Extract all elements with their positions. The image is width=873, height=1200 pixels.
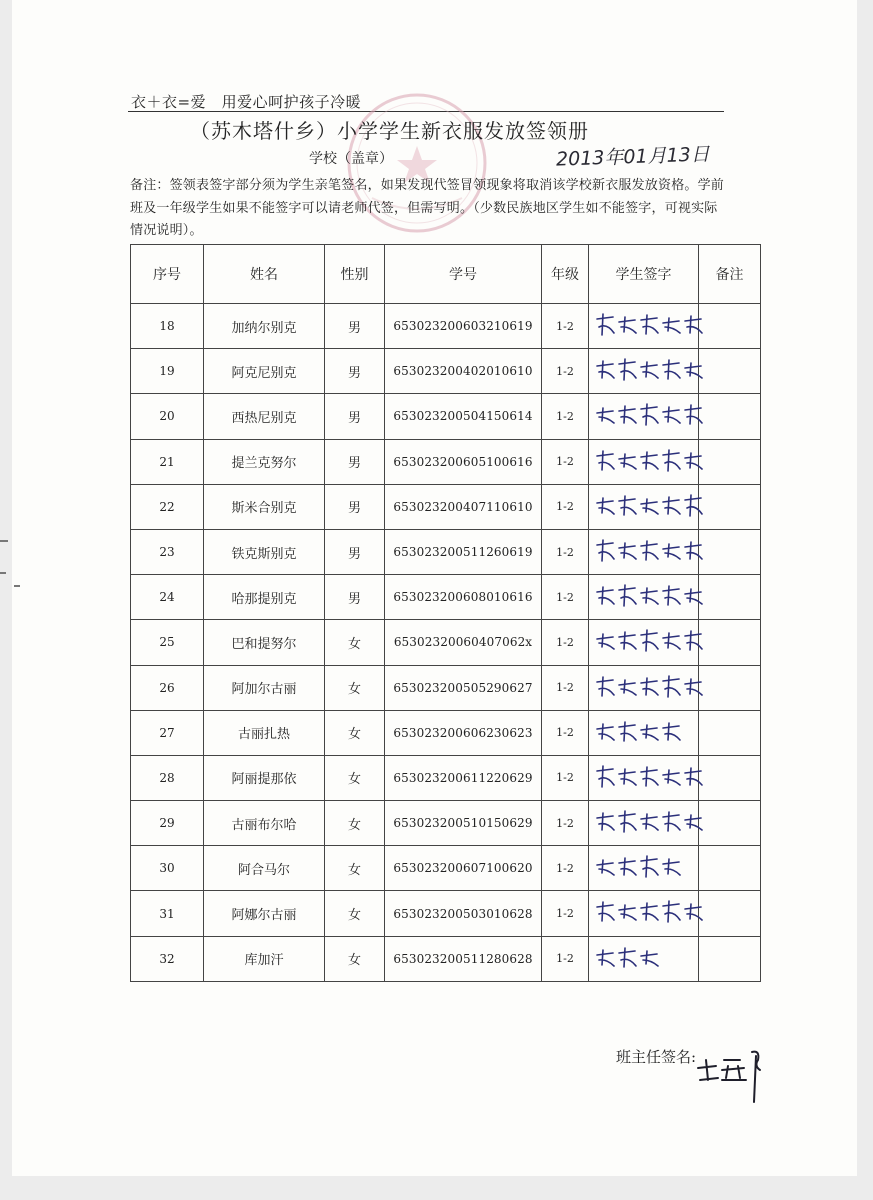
student-gender: 女 (325, 665, 385, 710)
row-number: 20 (131, 394, 204, 439)
student-id: 653023200505290627 (385, 665, 542, 710)
student-grade: 1-2 (542, 304, 589, 349)
student-gender: 男 (325, 304, 385, 349)
student-grade: 1-2 (542, 846, 589, 891)
school-seal-label: 学校（盖章） (309, 151, 393, 167)
student-grade: 1-2 (542, 439, 589, 484)
row-number: 21 (131, 439, 204, 484)
student-handwritten-signature (589, 755, 699, 800)
student-gender: 女 (325, 801, 385, 846)
row-number: 26 (131, 665, 204, 710)
table-header-row (131, 245, 761, 304)
student-name: 阿娜尔古丽 (204, 891, 325, 936)
student-name: 加纳尔别克 (204, 304, 325, 349)
row-number: 25 (131, 620, 204, 665)
student-id: 653023200511260619 (385, 529, 542, 574)
student-handwritten-signature (589, 439, 699, 484)
student-gender: 女 (325, 620, 385, 665)
roster-table (130, 244, 761, 982)
student-name: 古丽布尔哈 (204, 801, 325, 846)
student-id: 65302320060407062x (385, 620, 542, 665)
table-row (131, 755, 761, 800)
row-number: 31 (131, 891, 204, 936)
student-grade: 1-2 (542, 620, 589, 665)
column-header: 学生签字 (589, 245, 699, 304)
student-handwritten-signature (589, 710, 699, 755)
student-grade: 1-2 (542, 394, 589, 439)
student-name: 古丽扎热 (204, 710, 325, 755)
row-number: 18 (131, 304, 204, 349)
student-gender: 女 (325, 755, 385, 800)
column-header: 年级 (542, 245, 589, 304)
student-name: 阿克尼别克 (204, 349, 325, 394)
scan-edge-mark (0, 540, 8, 542)
student-grade: 1-2 (542, 349, 589, 394)
student-name: 提兰克努尔 (204, 439, 325, 484)
instructions-note: 备注：签领表签字部分须为学生亲笔签名，如果发现代签冒领现象将取消该学校新衣服发放资格。学前班及一年级学生如果不能签字可以请老师代签，但需写明。（少数民族地区学生如不能签字，可视实际情况说明）。 (130, 178, 725, 238)
table-row (131, 575, 761, 620)
student-grade: 1-2 (542, 529, 589, 574)
student-handwritten-signature (589, 304, 699, 349)
student-id: 653023200407110610 (385, 484, 542, 529)
student-id: 653023200608010616 (385, 575, 542, 620)
row-number: 32 (131, 936, 204, 981)
student-name: 斯米合别克 (204, 484, 325, 529)
student-id: 653023200510150629 (385, 801, 542, 846)
column-header: 序号 (131, 245, 204, 304)
slogan: 衣＋衣=爱 用爱心呵护孩子冷暖 (131, 93, 362, 111)
student-grade: 1-2 (542, 891, 589, 936)
table-row (131, 936, 761, 981)
student-gender: 男 (325, 484, 385, 529)
table-row (131, 394, 761, 439)
table-row (131, 484, 761, 529)
column-header: 学号 (385, 245, 542, 304)
row-number: 24 (131, 575, 204, 620)
student-handwritten-signature (589, 529, 699, 574)
scan-edge-mark (14, 585, 20, 587)
document-page (12, 0, 857, 1176)
student-gender: 女 (325, 891, 385, 936)
row-number: 28 (131, 755, 204, 800)
student-name: 铁克斯别克 (204, 529, 325, 574)
table-row (131, 349, 761, 394)
student-grade: 1-2 (542, 755, 589, 800)
student-name: 巴和提努尔 (204, 620, 325, 665)
student-name: 阿加尔古丽 (204, 665, 325, 710)
student-handwritten-signature (589, 665, 699, 710)
student-gender: 女 (325, 846, 385, 891)
row-remark (699, 936, 761, 981)
student-handwritten-signature (589, 846, 699, 891)
student-id: 653023200503010628 (385, 891, 542, 936)
student-id: 653023200607100620 (385, 846, 542, 891)
student-gender: 男 (325, 575, 385, 620)
table-row (131, 304, 761, 349)
student-grade: 1-2 (542, 484, 589, 529)
student-id: 653023200402010610 (385, 349, 542, 394)
row-number: 23 (131, 529, 204, 574)
student-handwritten-signature (589, 394, 699, 439)
student-grade: 1-2 (542, 710, 589, 755)
table-row (131, 846, 761, 891)
student-name: 阿丽提那依 (204, 755, 325, 800)
student-id: 653023200603210619 (385, 304, 542, 349)
table-row (131, 710, 761, 755)
student-handwritten-signature (589, 349, 699, 394)
student-id: 653023200605100616 (385, 439, 542, 484)
student-name: 西热尼别克 (204, 394, 325, 439)
student-gender: 男 (325, 349, 385, 394)
column-header: 备注 (699, 245, 761, 304)
table-row (131, 529, 761, 574)
scan-edge-mark (0, 572, 6, 574)
table-row (131, 665, 761, 710)
student-id: 653023200511280628 (385, 936, 542, 981)
row-number: 27 (131, 710, 204, 755)
student-handwritten-signature (589, 891, 699, 936)
student-gender: 男 (325, 439, 385, 484)
student-handwritten-signature (589, 801, 699, 846)
student-handwritten-signature (589, 484, 699, 529)
column-header: 性别 (325, 245, 385, 304)
handwritten-date: 2013年01月13日 (555, 143, 711, 171)
student-grade: 1-2 (542, 665, 589, 710)
teacher-handwritten-signature (694, 1030, 774, 1105)
student-name: 库加汗 (204, 936, 325, 981)
student-handwritten-signature (589, 575, 699, 620)
student-grade: 1-2 (542, 801, 589, 846)
student-id: 653023200611220629 (385, 755, 542, 800)
teacher-signature-label: 班主任签名: (616, 1048, 697, 1066)
student-handwritten-signature (589, 936, 699, 981)
table-row (131, 891, 761, 936)
row-number: 19 (131, 349, 204, 394)
student-gender: 女 (325, 710, 385, 755)
page-title: （苏木塔什乡）小学学生新衣服发放签领册 (190, 119, 589, 143)
student-id: 653023200606230623 (385, 710, 542, 755)
student-name: 哈那提别克 (204, 575, 325, 620)
student-gender: 女 (325, 936, 385, 981)
row-remark (699, 846, 761, 891)
student-id: 653023200504150614 (385, 394, 542, 439)
student-gender: 男 (325, 529, 385, 574)
row-number: 30 (131, 846, 204, 891)
student-handwritten-signature (589, 620, 699, 665)
row-remark (699, 710, 761, 755)
column-header: 姓名 (204, 245, 325, 304)
student-name: 阿合马尔 (204, 846, 325, 891)
student-grade: 1-2 (542, 575, 589, 620)
row-number: 29 (131, 801, 204, 846)
student-grade: 1-2 (542, 936, 589, 981)
table-row (131, 801, 761, 846)
table-row (131, 439, 761, 484)
table-row (131, 620, 761, 665)
row-number: 22 (131, 484, 204, 529)
student-gender: 男 (325, 394, 385, 439)
